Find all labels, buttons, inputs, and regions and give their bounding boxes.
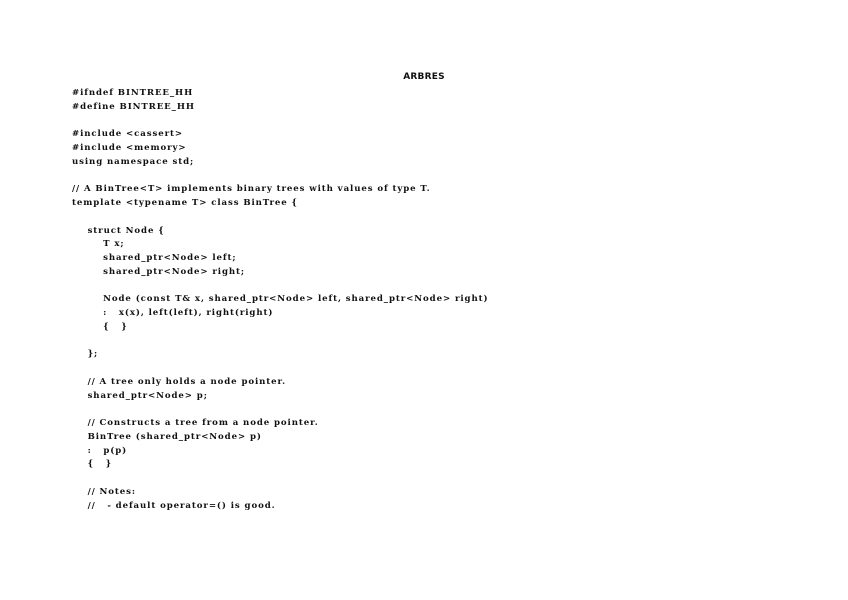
page-title: ARBRES [403, 72, 445, 82]
code-line [72, 472, 488, 486]
code-line [72, 115, 488, 129]
code-line: T x; [72, 239, 125, 250]
code-line: }; [72, 349, 99, 360]
code-line: Node (const T& x, shared_ptr<Node> left, shared_ptr<Node> right) [72, 294, 489, 305]
code-line: shared_ptr<Node> p; [72, 390, 208, 401]
code-line [72, 280, 488, 294]
code-line: template <typename T> class BinTree { [72, 198, 298, 208]
code-line [72, 403, 488, 417]
code-line: // A tree only holds a node pointer. [72, 376, 287, 387]
code-line: // Constructs a tree from a node pointer. [72, 418, 319, 428]
code-line: : p(p) [72, 445, 128, 456]
code-line: // - default operator=() is good. [72, 500, 276, 511]
code-line [72, 170, 488, 184]
code-line: #define BINTREE_HH [72, 101, 195, 112]
code-line: // A BinTree<T> implements binary trees with values of type T. [72, 184, 431, 195]
code-line: { } [72, 321, 128, 332]
code-line: BinTree (shared_ptr<Node> p) [72, 431, 262, 442]
code-line: shared_ptr<Node> right; [72, 266, 245, 277]
code-line: using namespace std; [72, 156, 195, 167]
code-line: struct Node { [72, 225, 165, 236]
code-line: : x(x), left(left), right(right) [72, 308, 274, 318]
code-line: #include <cassert> [72, 129, 183, 140]
code-listing [72, 87, 488, 513]
code-line: #include <memory> [72, 143, 187, 153]
code-line [72, 335, 488, 349]
code-line: shared_ptr<Node> left; [72, 253, 237, 263]
code-line [72, 211, 488, 225]
code-line: // Notes: [72, 486, 136, 497]
code-line: { } [72, 459, 113, 470]
code-line: #ifndef BINTREE_HH [72, 88, 194, 98]
code-line [72, 362, 488, 376]
